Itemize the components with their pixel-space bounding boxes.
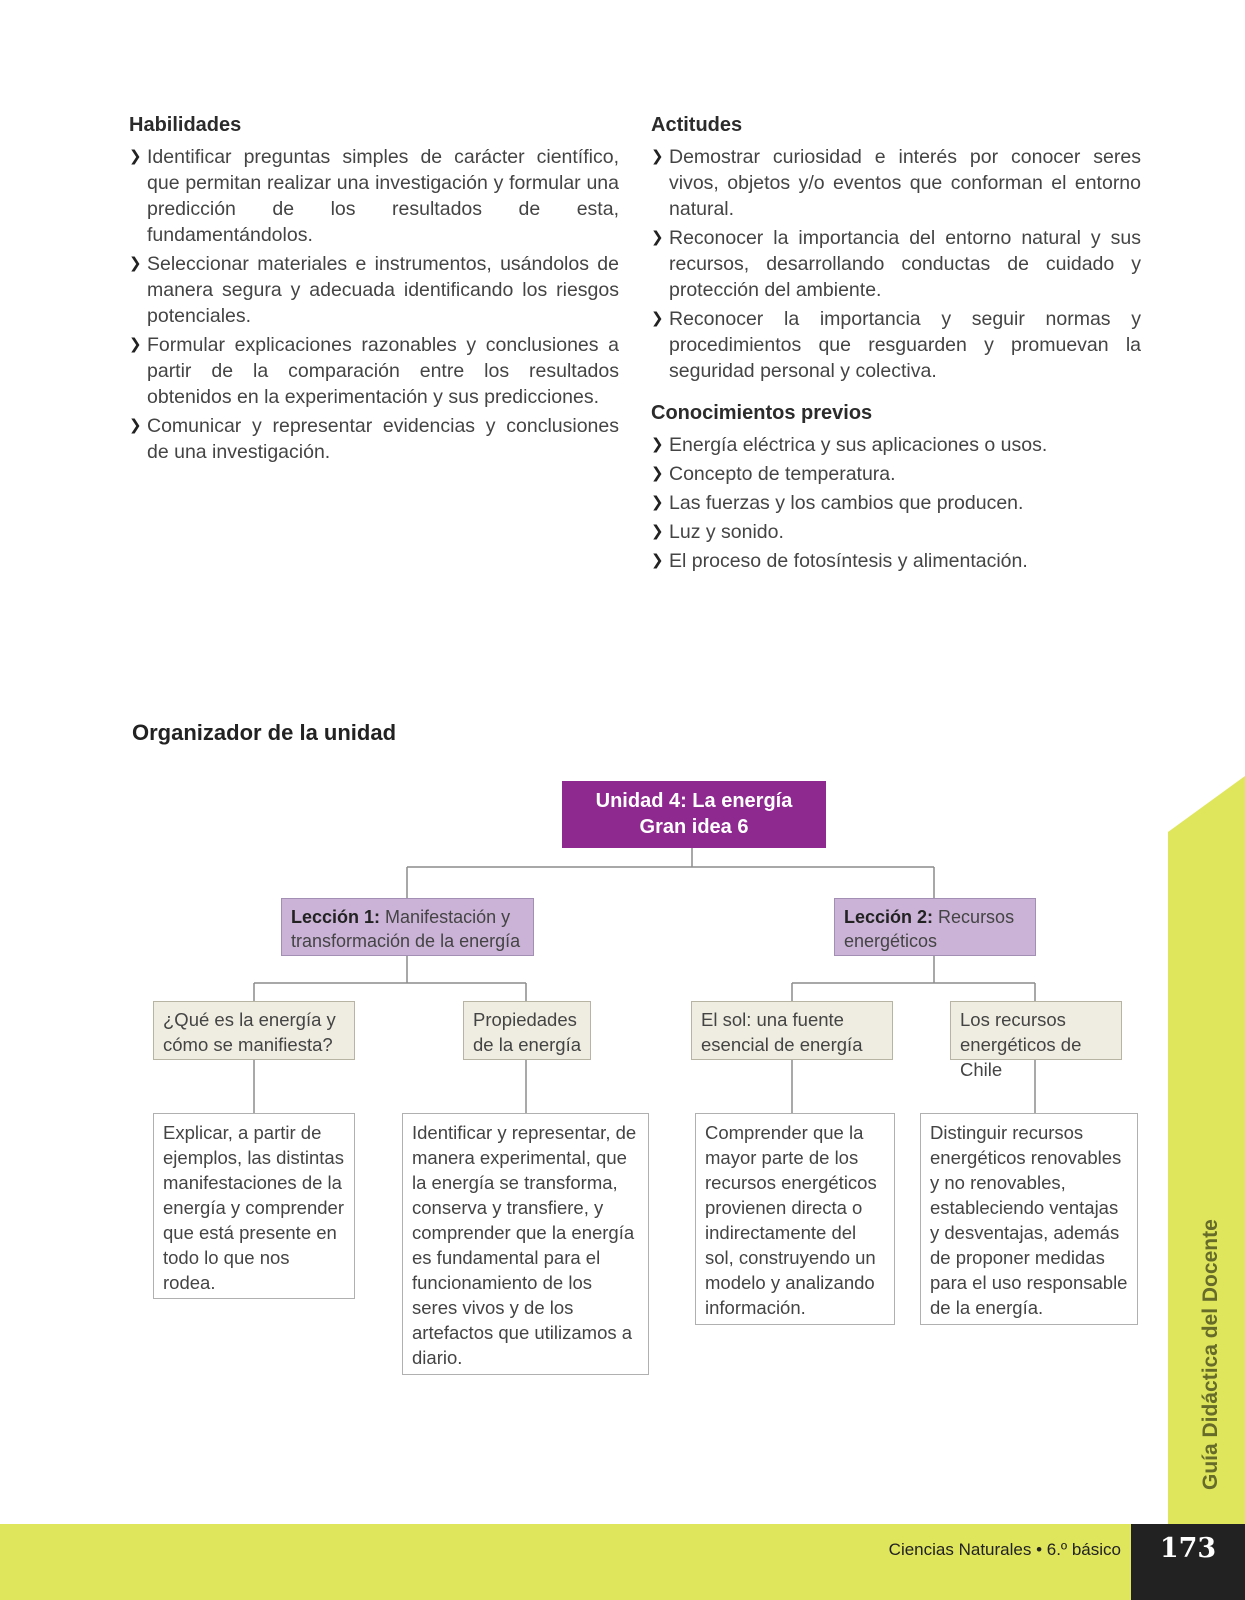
side-band-corner <box>1168 776 1245 832</box>
topic-box: Los recursos energéticos de Chile <box>950 1001 1122 1060</box>
connector-lesson1-topics <box>254 956 526 1001</box>
topic-box: ¿Qué es la energía y cómo se manifiesta? <box>153 1001 355 1060</box>
habilidades-title: Habilidades <box>129 114 242 136</box>
unit-title: Unidad 4: La energía <box>595 790 793 812</box>
lesson2-box <box>834 898 1036 956</box>
topic-box: Propiedades de la energía <box>463 1001 591 1060</box>
lesson1-box <box>281 898 534 956</box>
list-item: ❯ Reconocer la importancia del entorno natural y sus recursos, desarrollando conductas de cuidado y protección del ambiente. <box>651 225 1141 303</box>
list-item: ❯ Concepto de temperatura. <box>651 461 1141 487</box>
unit-big-idea: Gran idea 6 <box>639 816 749 838</box>
actitudes-title: Actitudes <box>651 114 743 136</box>
connector-unit-lessons <box>407 848 934 898</box>
list-item: ❯ Luz y sonido. <box>651 519 1141 545</box>
page-number: 173 <box>1131 1524 1245 1600</box>
lesson1-label: Lección 1: <box>291 907 381 927</box>
list-item: ❯ Las fuerzas y los cambios que producen. <box>651 490 1141 516</box>
lesson1-text: Manifestación y transformación de la energía <box>291 907 521 951</box>
goal-box: Explicar, a partir de ejemplos, las distintas manifestaciones de la energía y comprender que está presente en todo lo que nos rodea. <box>153 1113 355 1299</box>
connector-lesson2-topics <box>792 956 1035 1001</box>
footer-subject: Ciencias Naturales • 6.º básico <box>888 1540 1121 1559</box>
list-item: ❯ Reconocer la importancia y seguir normas y procedimientos que resguarden y promuevan la seguridad personal y colectiva. <box>651 306 1141 384</box>
list-item: ❯ Formular explicaciones razonables y conclusiones a partir de la comparación entre los resultados obtenidos en la experimentación y sus predicciones. <box>129 332 619 410</box>
organizer-title: Organizador de la unidad <box>132 720 397 745</box>
topic-box: El sol: una fuente esencial de energía <box>691 1001 893 1060</box>
list-item: ❯ Demostrar curiosidad e interés por conocer seres vivos, objetos y/o eventos que conforman el entorno natural. <box>651 144 1141 222</box>
lesson2-label: Lección 2: <box>844 907 934 927</box>
list-item: ❯ Energía eléctrica y sus aplicaciones o usos. <box>651 432 1141 458</box>
conocimientos-title: Conocimientos previos <box>651 402 873 424</box>
side-band-text: Guía Didáctica del Docente <box>1199 1219 1222 1490</box>
list-item: ❯ Seleccionar materiales e instrumentos, usándolos de manera segura y adecuada identificando los riesgos potenciales. <box>129 251 619 329</box>
goal-box: Identificar y representar, de manera experimental, que la energía se transforma, conserva y transfiere, y comprender que la energía es fundamental para el funcionamiento de los seres vivos y de los artefactos que utilizamos a diario. <box>402 1113 649 1375</box>
unit-box <box>562 781 826 848</box>
goal-box: Comprender que la mayor parte de los recursos energéticos provienen directa o indirectamente del sol, construyendo un modelo y analizando información. <box>695 1113 895 1325</box>
list-item: ❯ Comunicar y representar evidencias y conclusiones de una investigación. <box>129 413 619 465</box>
lesson2-text: Recursos energéticos <box>844 907 1015 951</box>
goal-box: Distinguir recursos energéticos renovables y no renovables, estableciendo ventajas y desventajas, además de proponer medidas para el uso responsable de la energía. <box>920 1113 1138 1325</box>
list-item: ❯ El proceso de fotosíntesis y alimentación. <box>651 548 1141 574</box>
list-item: ❯ Identificar preguntas simples de carácter científico, que permitan realizar una investigación y formular una predicción de los resultados de esta, fundamentándolos. <box>129 144 619 248</box>
